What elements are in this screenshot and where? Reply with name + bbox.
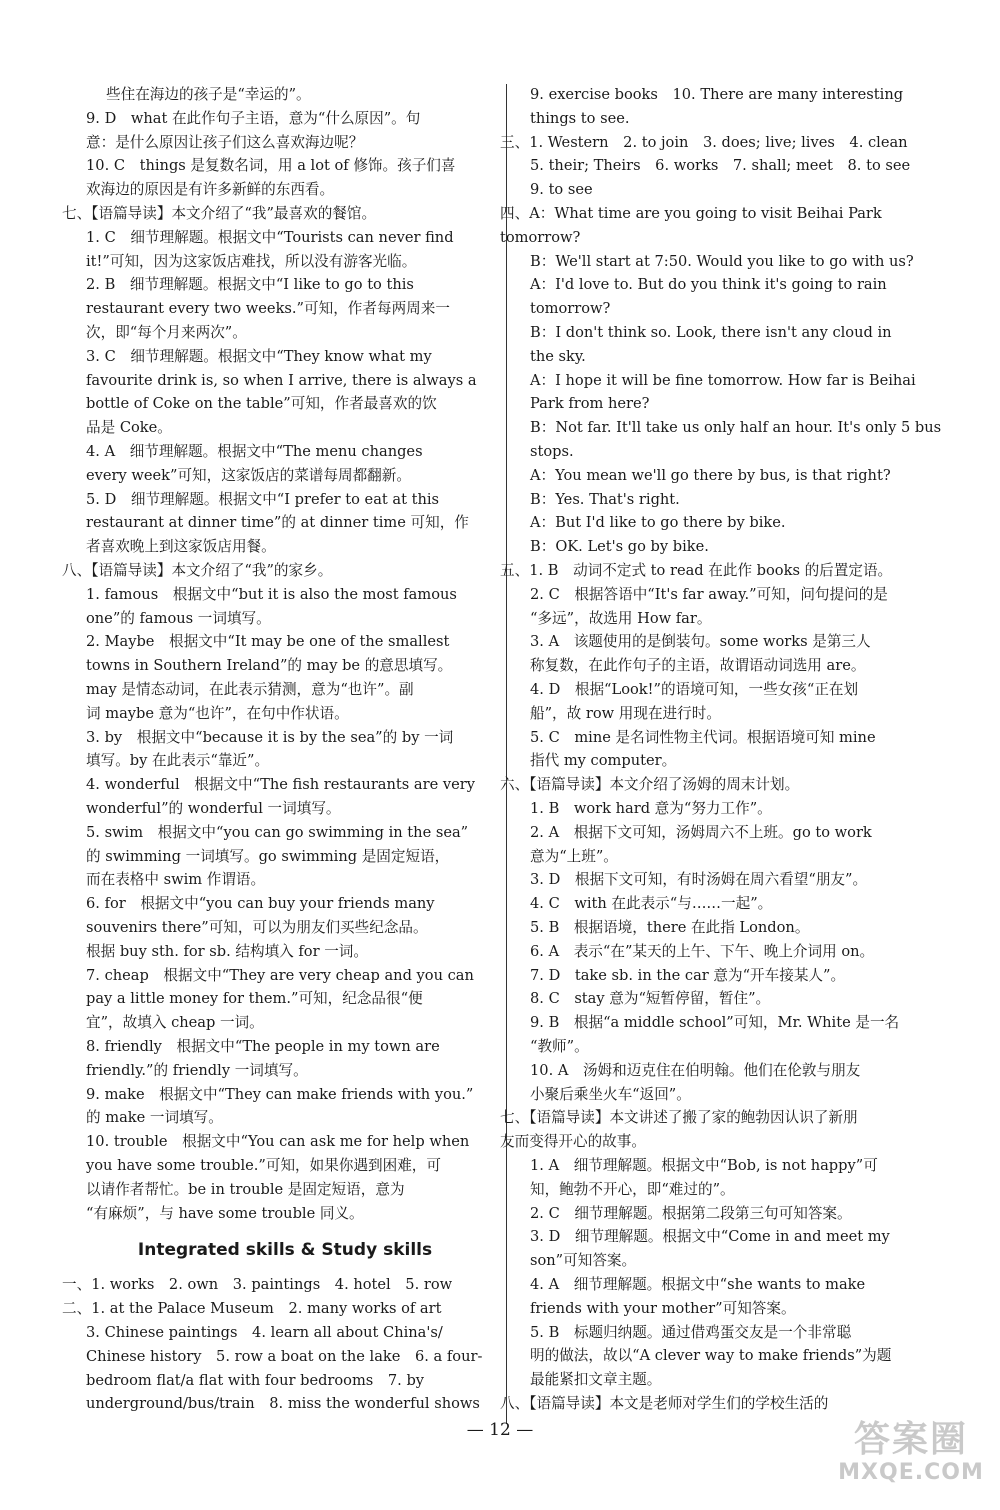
answer-line: friendly.”的 friendly 一词填写。 <box>86 1061 308 1079</box>
answer-line: 4. C with 在此表示“与……一起”。 <box>530 895 773 913</box>
answer-line: underground/bus/train 8. miss the wonderful shows <box>86 1395 480 1413</box>
answer-line: 3. C 细节理解题。根据文中“They know what my <box>86 347 432 365</box>
answer-line: 五、1. B 动词不定式 to read 在此作 books 的后置定语。 <box>500 562 893 579</box>
answer-line: 5. their; Theirs 6. works 7. shall; meet 8. to see <box>530 157 911 175</box>
answer-line: 8. friendly 根据文中“The people in my town are <box>86 1038 440 1055</box>
answer-line: 10. A 汤姆和迈克住在伯明翰。他们在伦敦与朋友 <box>530 1061 861 1079</box>
answer-line: 3. by 根据文中“because it is by the sea”的 by 一词 <box>86 728 454 746</box>
answer-line: 3. Chinese paintings 4. learn all about China's/ <box>86 1323 443 1341</box>
answer-line: 指代 my computer。 <box>530 752 677 770</box>
answer-line: 5. D 细节理解题。根据文中“I prefer to eat at this <box>86 490 440 508</box>
answer-line: 9. make 根据文中“They can make friends with you.” <box>86 1085 474 1103</box>
column-divider <box>506 84 507 1424</box>
answer-line: “有麻烦”，与 have some trouble 同义。 <box>86 1204 364 1222</box>
answer-line: 9. exercise books 10. There are many interesting <box>530 86 904 103</box>
answer-line: bottle of Coke on the table”可知，作者最喜欢的饮 <box>86 395 437 413</box>
answer-line: 4. A 细节理解题。根据文中“she wants to make <box>530 1276 866 1293</box>
answer-line: 明的做法，故以“A clever way to make friends”为题 <box>530 1347 892 1365</box>
answer-line: Park from here? <box>530 395 650 413</box>
answer-line: 4. wonderful 根据文中“The fish restaurants are very <box>86 776 475 794</box>
answer-line: friends with your mother”可知答案。 <box>530 1299 796 1317</box>
answer-line: 2. C 细节理解题。根据第二段第三句可知答案。 <box>530 1204 852 1222</box>
answer-line: 2. A 根据下文可知，汤姆周六不上班。go to work <box>530 823 872 841</box>
answer-line: 的 make 一词填写。 <box>86 1109 223 1127</box>
answer-line: stops. <box>530 443 574 460</box>
answer-line: son”可知答案。 <box>530 1252 637 1270</box>
answer-line: “教师”。 <box>530 1038 589 1055</box>
answer-line: favourite drink is, so when I arrive, there is always a <box>86 371 477 389</box>
answer-line: A：You mean we'll go there by bus, is that right? <box>530 466 891 484</box>
answer-line: 宜”，故填入 cheap 一词。 <box>86 1014 264 1032</box>
answer-line: 5. swim 根据文中“you can go swimming in the sea” <box>86 823 469 841</box>
answer-line: 七、【语篇导读】本文介绍了“我”最喜欢的餐馆。 <box>62 205 377 222</box>
answer-line: “多远”，故选用 How far。 <box>530 609 712 627</box>
answer-line: 9. to see <box>530 181 593 199</box>
answer-line: 品是 Coke。 <box>86 419 172 437</box>
answer-line: tomorrow? <box>500 228 581 246</box>
answer-line: wonderful”的 wonderful 一词填写。 <box>86 800 341 817</box>
answer-line: you have some trouble.”可知，如果你遇到困难，可 <box>86 1157 441 1174</box>
section-heading: Integrated skills & Study skills <box>137 1240 433 1261</box>
answer-line: 3. D 细节理解题。根据文中“Come in and meet my <box>530 1228 890 1246</box>
watermark-logo <box>836 1419 986 1490</box>
answer-line: restaurant every two weeks.”可知，作者每两周来一 <box>86 300 450 318</box>
answer-line: may 是情态动词，在此表示猜测，意为“也许”。副 <box>86 681 414 698</box>
answer-line: 称复数，在此作句子的主语，故谓语动词选用 are。 <box>530 657 866 675</box>
answer-line: 7. D take sb. in the car 意为“开车接某人”。 <box>530 966 846 984</box>
answer-line: B：Not far. It'll take us only half an hour. It's only 5 bus <box>530 419 942 437</box>
answer-line: 5. C mine 是名词性物主代词。根据语境可知 mine <box>530 728 876 746</box>
answer-line: 2. B 细节理解题。根据文中“I like to go to this <box>86 276 414 294</box>
answer-line: 6. A 表示“在”某天的上午、下午、晚上介词用 on。 <box>530 942 875 960</box>
answer-line: 欢海边的原因是有许多新鲜的东西看。 <box>86 181 335 199</box>
answer-line: 9. D what 在此作句子主语，意为“什么原因”。句 <box>86 109 421 127</box>
answer-line: 8. C stay 意为“短暂停留，暂住”。 <box>530 990 771 1008</box>
answer-line: 的 swimming 一词填写。go swimming 是固定短语， <box>86 847 450 865</box>
answer-line: B：I don't think so. Look, there isn't any cloud in <box>530 324 892 341</box>
answer-line: 填写。by 在此表示“靠近”。 <box>86 752 270 770</box>
answer-line: the sky. <box>530 347 586 365</box>
answer-line: 3. A 该题使用的是倒装句。some works 是第三人 <box>530 633 871 651</box>
answer-line: 意为“上班”。 <box>530 847 618 865</box>
answer-line: 5. B 标题归纳题。通过借鸡蛋交友是一个非常聪 <box>530 1323 852 1341</box>
answer-line: 词 maybe 意为“也许”，在句中作状语。 <box>86 704 349 722</box>
answer-line: 4. D 根据“Look!”的语境可知，一些女孩“正在划 <box>530 681 859 698</box>
answer-line: every week”可知，这家饭店的菜谱每周都翻新。 <box>86 466 411 484</box>
answer-line: 二、1. at the Palace Museum 2. many works of art <box>62 1300 442 1318</box>
answer-line: B：We'll start at 7:50. Would you like to go with us? <box>530 252 914 270</box>
answer-line: B：OK. Let's go by bike. <box>530 538 709 556</box>
answer-line: 根据 buy sth. for sb. 结构填入 for 一词。 <box>86 942 368 960</box>
answer-line: 四、A：What time are you going to visit Beihai Park <box>500 205 882 222</box>
answer-line: 船”，故 row 用现在进行时。 <box>530 704 721 722</box>
answer-line: 小聚后乘坐火车“返回”。 <box>530 1085 691 1103</box>
watermark-mark: 答案圈 <box>853 1419 968 1460</box>
answer-line: 三、1. Western 2. to join 3. does; live; lives 4. clean <box>500 133 908 151</box>
answer-line: 1. C 细节理解题。根据文中“Tourists can never find <box>86 228 454 246</box>
answer-line: 1. famous 根据文中“but it is also the most famous <box>86 585 457 603</box>
answer-line: A：But I'd like to go there by bike. <box>530 514 786 532</box>
page-number: — 12 — <box>466 1420 534 1440</box>
answer-line: one”的 famous 一词填写。 <box>86 609 271 627</box>
answer-line: 4. A 细节理解题。根据文中“The menu changes <box>86 443 423 460</box>
answer-line: things to see. <box>530 109 630 127</box>
answer-line: bedroom flat/a flat with four bedrooms 7. by <box>86 1371 425 1389</box>
answer-line: B：Yes. That's right. <box>530 490 680 508</box>
answer-line: 友而变得开心的故事。 <box>500 1133 646 1151</box>
answer-line: 2. C 根据答语中“It's far away.”可知，问句提问的是 <box>530 585 888 603</box>
answer-line: it!”可知，因为这家饭店难找，所以没有游客光临。 <box>86 252 417 270</box>
answer-line: 些住在海边的孩子是“幸运的”。 <box>106 86 311 103</box>
answer-line: Chinese history 5. row a boat on the lake 6. a four- <box>86 1347 483 1365</box>
answer-line: 7. cheap 根据文中“They are very cheap and you can <box>86 966 474 984</box>
answer-line: 2. Maybe 根据文中“It may be one of the smallest <box>86 633 450 651</box>
answer-line: 一、1. works 2. own 3. paintings 4. hotel 5. row <box>62 1276 453 1294</box>
answer-line: 六、【语篇导读】本文介绍了汤姆的周末计划。 <box>500 776 800 794</box>
answer-line: 意：是什么原因让孩子们这么喜欢海边呢？ <box>86 133 364 151</box>
answer-line: souvenirs there”可知，可以为朋友们买些纪念品。 <box>86 919 428 936</box>
answer-line: 5. B 根据语境，there 在此指 London。 <box>530 919 810 936</box>
answer-line: 3. D 根据下文可知，有时汤姆在周六看望“朋友”。 <box>530 871 868 889</box>
answer-line: restaurant at dinner time”的 at dinner time 可知，作 <box>86 514 469 532</box>
answer-line: 1. A 细节理解题。根据文中“Bob, is not happy”可 <box>530 1157 878 1174</box>
answer-line: 八、【语篇导读】本文是老师对学生们的学校生活的 <box>500 1395 829 1412</box>
answer-line: 1. B work hard 意为“努力工作”。 <box>530 800 772 817</box>
answer-line: 七、【语篇导读】本文讲述了搬了家的鲍勃因认识了新朋 <box>500 1109 858 1127</box>
answer-line: tomorrow? <box>530 300 611 318</box>
answer-line: 10. C things 是复数名词，用 a lot of 修饰。孩子们喜 <box>86 157 456 175</box>
answer-line: 最能紧扣文章主题。 <box>530 1371 662 1389</box>
answer-line: towns in Southern Ireland”的 may be 的意思填写。 <box>86 657 453 675</box>
answer-line: 10. trouble 根据文中“You can ask me for help when <box>86 1133 470 1151</box>
answer-line: 知，鲍勃不开心，即“难过的”。 <box>530 1180 735 1198</box>
answer-line: 以请作者帮忙。be in trouble 是固定短语，意为 <box>86 1180 405 1198</box>
answer-line: 八、【语篇导读】本文介绍了“我”的家乡。 <box>62 562 333 579</box>
answer-line: A：I hope it will be fine tomorrow. How far is Beihai <box>530 371 916 389</box>
watermark-domain: MXQE.COM <box>838 1460 984 1485</box>
answer-line: 而在表格中 swim 作谓语。 <box>86 871 266 889</box>
answer-line: A：I'd love to. But do you think it's going to rain <box>530 276 887 294</box>
answer-line: 9. B 根据“a middle school”可知，Mr. White 是一名 <box>530 1014 900 1032</box>
answer-line: 者喜欢晚上到这家饭店用餐。 <box>86 538 276 556</box>
answer-line: 6. for 根据文中“you can buy your friends many <box>86 895 435 913</box>
answer-line: 次，即“每个月来两次”。 <box>86 324 247 341</box>
answer-line: pay a little money for them.”可知，纪念品很“便 <box>86 990 423 1008</box>
